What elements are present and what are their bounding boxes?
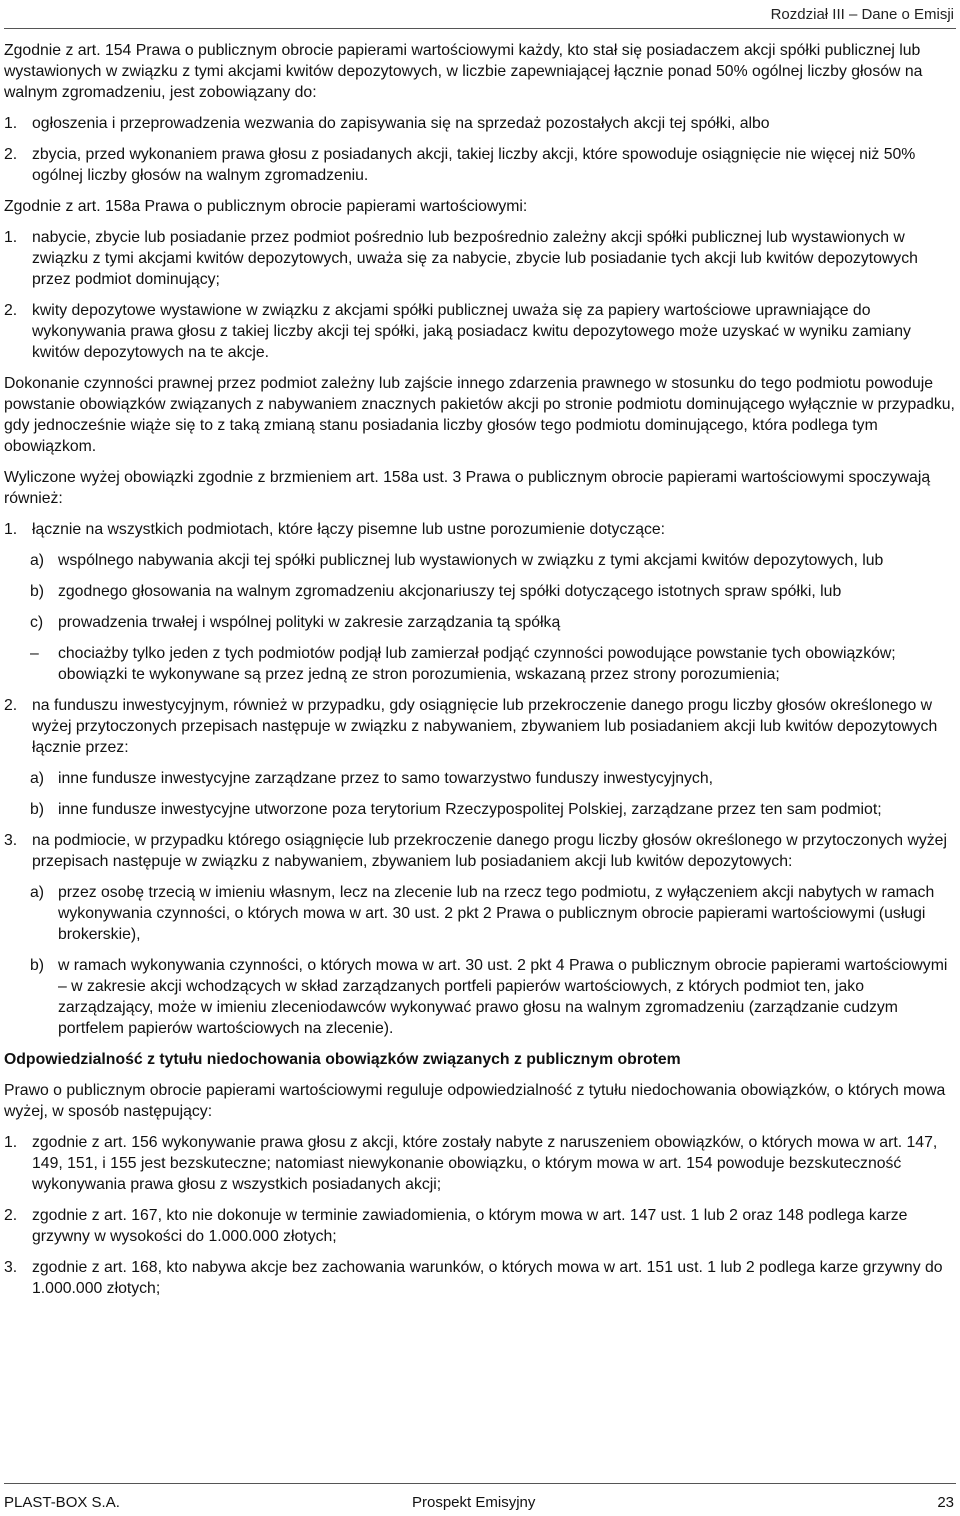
footer-document: Prospekt Emisyjny	[412, 1494, 536, 1511]
sub-list-item	[4, 882, 957, 945]
list-item	[4, 113, 957, 134]
list-item	[4, 1132, 957, 1195]
sub-list-item	[4, 955, 957, 1039]
list-marker: c)	[30, 614, 44, 631]
list-marker: 1.	[4, 115, 18, 132]
sub-list-item	[4, 550, 957, 571]
list-marker: 2.	[4, 1207, 18, 1224]
section-heading: Odpowiedzialność z tytułu niedochowania obowiązków związanych z publicznym obrotem	[4, 1051, 681, 1068]
list-text: na funduszu inwestycyjnym, również w przypadku, gdy osiągnięcie lub przekroczenie danego progu liczby głosów określonego w wyżej przytoczonych przepisach następuje w związku z nabywaniem, zbywaniem lub posiadaniem akcji lub kwitów depozytowych łącznie przez:	[32, 697, 938, 756]
list-text: zgodnie z art. 156 wykonywanie prawa głosu z akcji, które zostały nabyte z naruszeniem obowiązków, o których mowa w art. 147, 149, 151, i 155 jest bezskuteczne; natomiast niewykonanie obowiązku, o którym mowa w art. 154 powoduje bezskuteczność wykonywania prawa głosu z wszystkich posiadanych akcji;	[32, 1134, 938, 1193]
list-text: ogłoszenia i przeprowadzenia wezwania do zapisywania się na sprzedaż pozostałych akcji tej spółki, albo	[32, 115, 770, 132]
list-text: łącznie na wszystkich podmiotach, które łączy pisemne lub ustne porozumienie dotyczące:	[32, 521, 666, 538]
list-text: w ramach wykonywania czynności, o których mowa w art. 30 ust. 2 pkt 4 Prawa o publicznym obrocie papierami wartościowymi – w zakresie akcji wchodzących w skład zarządzanych portfeli papierów wartościowych, z których podmiot ten, jako zarządzający, może w imieniu zleceniodawców wykonywać prawo głosu na walnym zgromadzeniu (zarządzanie cudzym portfelem papierów wartościowych na zlecenie).	[58, 957, 948, 1037]
list-text: nabycie, zbycie lub posiadanie przez podmiot pośrednio lub bezpośrednio zależny akcji spółki publicznej lub wystawionych w związku z tymi akcjami kwitów depozytowych, uważa się za nabycie, zbycie lub posiadanie tych akcji lub kwitów depozytowych przez podmiot dominujący;	[32, 229, 918, 288]
footer-divider	[4, 1483, 956, 1484]
list-marker: 1.	[4, 1134, 18, 1151]
paragraph-dependent-entity: Dokonanie czynności prawnej przez podmiot zależny lub zajście innego zdarzenia prawnego w stosunku do tego podmiotu powoduje powstanie obowiązków związanych z nabywaniem znacznych pakietów akcji po stronie podmiotu dominującego wyłącznie w przypadku, gdy jednocześnie wiąże się to z taką zmianą stanu posiadania liczby głosów tego podmiotu dominującego, która podlega tym obowiązkom.	[4, 375, 955, 455]
list-item	[4, 830, 957, 872]
list-marker: 1.	[4, 229, 18, 246]
sub-list-item	[4, 768, 957, 789]
sub-list-item	[4, 643, 957, 685]
list-item	[4, 1205, 957, 1247]
paragraph-liability: Prawo o publicznym obrocie papierami wartościowymi reguluje odpowiedzialność z tytułu niedochowania obowiązków, o których mowa wyżej, w sposób następujący:	[4, 1082, 946, 1120]
list-marker: 2.	[4, 302, 18, 319]
list-marker: b)	[30, 801, 45, 818]
list-text: prowadzenia trwałej i wspólnej polityki w zakresie zarządzania tą spółką	[58, 614, 561, 631]
chapter-header: Rozdział III – Dane o Emisji	[770, 6, 954, 23]
list-text: zgodnie z art. 168, kto nabywa akcje bez zachowania warunków, o których mowa w art. 151 ust. 1 lub 2 podlega karze grzywny do 1.000.000 złotych;	[32, 1259, 943, 1297]
list-marker: –	[30, 645, 39, 662]
list-text: przez osobę trzecią w imieniu własnym, lecz na zlecenie lub na rzecz tego podmiotu, z wyłączeniem akcji nabytych w ramach wykonywania czynności, o których mowa w art. 30 ust. 2 pkt 2 Prawa o publicznym obrocie papierami wartościowymi (usługi brokerskie),	[58, 884, 935, 943]
paragraph-art158a: Zgodnie z art. 158a Prawa o publicznym obrocie papierami wartościowymi:	[4, 198, 528, 215]
list-item	[4, 1257, 957, 1299]
list-marker: 2.	[4, 146, 18, 163]
document-body	[4, 40, 957, 1309]
list-marker: a)	[30, 884, 45, 901]
list-text: inne fundusze inwestycyjne zarządzane przez to samo towarzystwo funduszy inwestycyjnych,	[58, 770, 713, 787]
footer-company: PLAST-BOX S.A.	[4, 1494, 120, 1511]
list-marker: a)	[30, 552, 45, 569]
list-text: inne fundusze inwestycyjne utworzone poza terytorium Rzeczypospolitej Polskiej, zarządzane przez ten sam podmiot;	[58, 801, 882, 818]
list-marker: 3.	[4, 832, 18, 849]
list-marker: a)	[30, 770, 45, 787]
list-marker: b)	[30, 583, 45, 600]
list-item	[4, 227, 957, 290]
list-item	[4, 300, 957, 363]
paragraph-art154: Zgodnie z art. 154 Prawa o publicznym obrocie papierami wartościowymi każdy, kto stał się posiadaczem akcji spółki publicznej lub wystawionych w związku z tymi akcjami kwitów depozytowych, w liczbie zapewniającej łącznie ponad 50% ogólnej liczby głosów na walnym zgromadzeniu, jest zobowiązany do:	[4, 42, 923, 101]
list-text: na podmiocie, w przypadku którego osiągnięcie lub przekroczenie danego progu liczby głosów określonego w przytoczonych wyżej przepisach następuje w związku z nabywaniem, zbywaniem lub posiadaniem akcji lub kwitów depozytowych:	[32, 832, 947, 870]
sub-list-item	[4, 799, 957, 820]
list-text: zgodnie z art. 167, kto nie dokonuje w terminie zawiadomienia, o którym mowa w art. 147 ust. 1 lub 2 oraz 148 podlega karze grzywny w wysokości do 1.000.000 złotych;	[32, 1207, 908, 1245]
page-number: 23	[937, 1494, 954, 1511]
list-item	[4, 695, 957, 758]
list-text: kwity depozytowe wystawione w związku z akcjami spółki publicznej uważa się za papiery wartościowe uprawniające do wykonywania prawa głosu z takiej liczby akcji tej spółki, jaką posiadacz kwitu depozytowego może uzyskać w wyniku zamiany kwitów depozytowych na te akcje.	[32, 302, 911, 361]
list-text: zbycia, przed wykonaniem prawa głosu z posiadanych akcji, takiej liczby akcji, które spowoduje osiągnięcie nie więcej niż 50% ogólnej liczby głosów na walnym zgromadzeniu.	[32, 146, 916, 184]
list-marker: 2.	[4, 697, 18, 714]
list-text: wspólnego nabywania akcji tej spółki publicznej lub wystawionych w związku z tymi akcjami kwitów depozytowych, lub	[58, 552, 884, 569]
list-marker: b)	[30, 957, 45, 974]
list-text: zgodnego głosowania na walnym zgromadzeniu akcjonariuszy tej spółki dotyczącego istotnych spraw spółki, lub	[58, 583, 842, 600]
sub-list-item	[4, 612, 957, 633]
paragraph-obligations: Wyliczone wyżej obowiązki zgodnie z brzmieniem art. 158a ust. 3 Prawa o publicznym obrocie papierami wartościowymi spoczywają również:	[4, 469, 931, 507]
list-text: chociażby tylko jeden z tych podmiotów podjął lub zamierzał podjąć czynności powodujące powstanie tych obowiązków; obowiązki te wykonywane są przez jedną ze stron porozumienia, wskazaną przez strony porozumienia;	[58, 645, 896, 683]
list-marker: 3.	[4, 1259, 18, 1276]
sub-list-item	[4, 581, 957, 602]
header-divider	[4, 28, 956, 29]
list-marker: 1.	[4, 521, 18, 538]
list-item	[4, 144, 957, 186]
list-item	[4, 519, 957, 540]
